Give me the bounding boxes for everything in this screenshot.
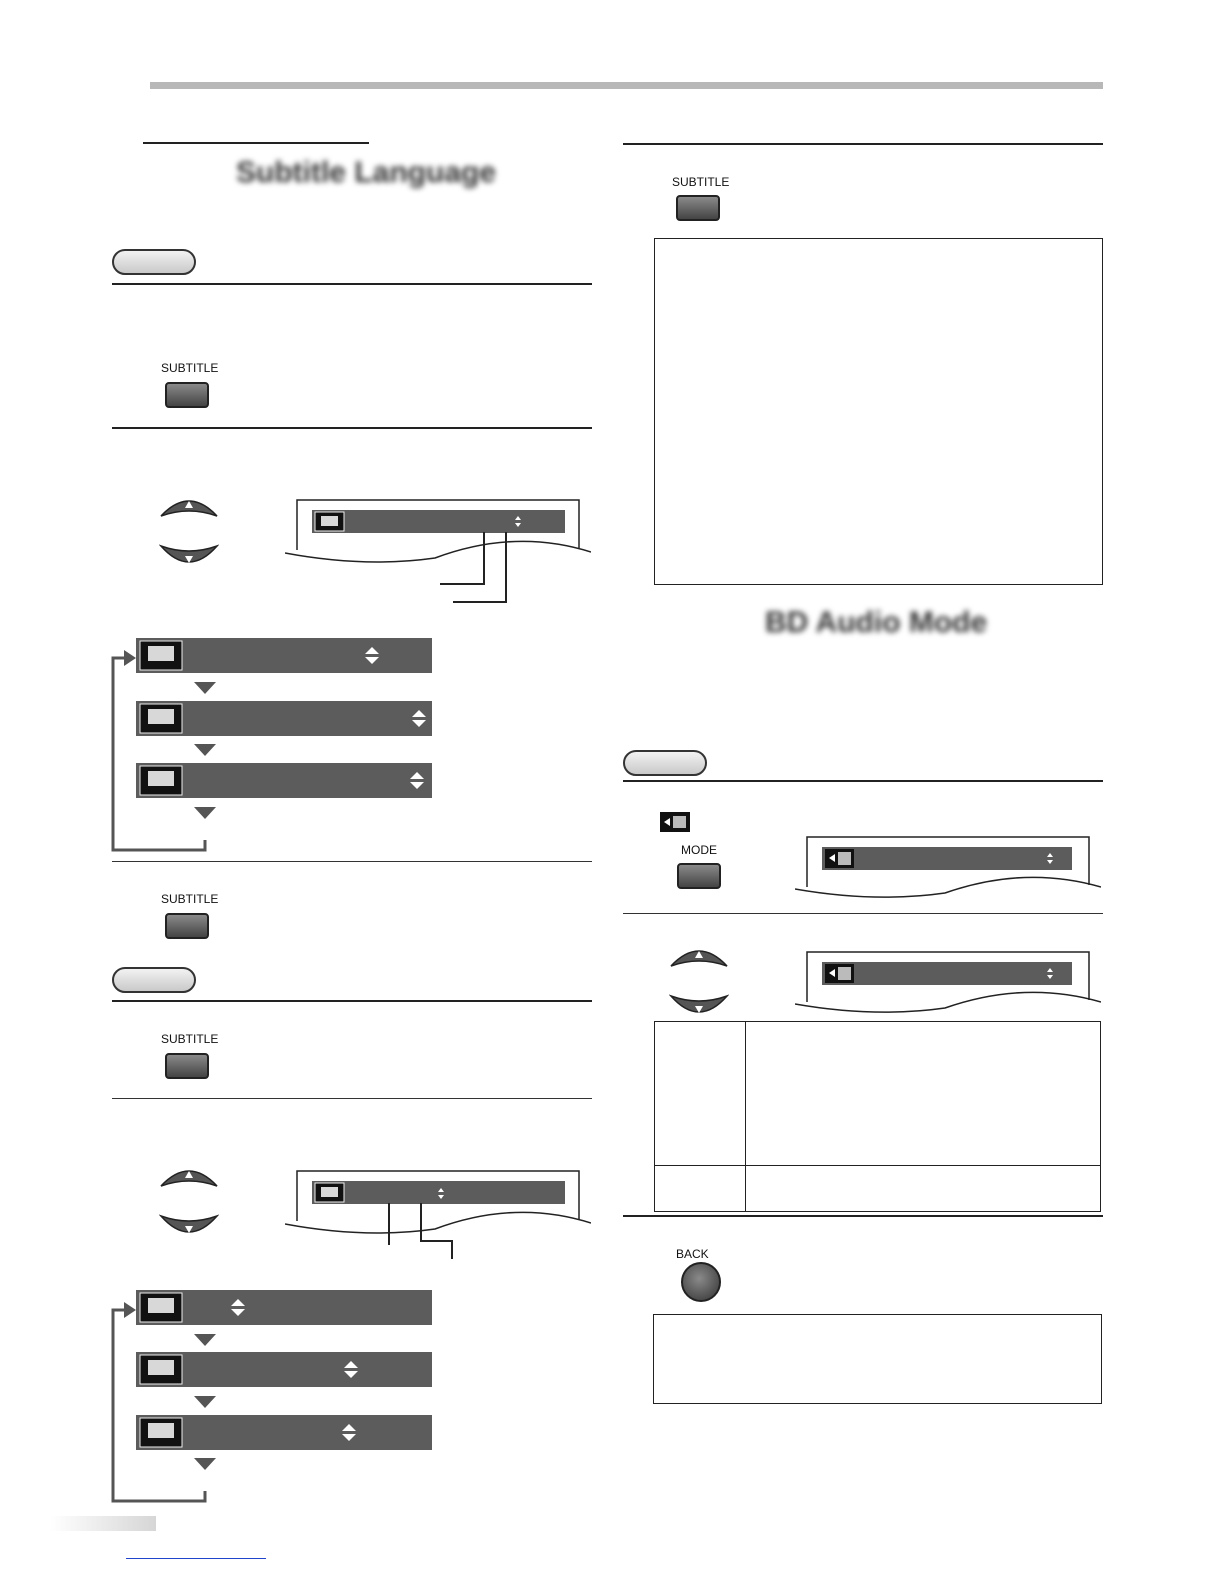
subtitle-button[interactable] [165,1053,209,1079]
step-rule [112,283,592,285]
back-button[interactable] [681,1262,721,1302]
disc-type-badge [623,750,707,776]
subtitle-button-label: SUBTITLE [161,1032,219,1046]
section-title-bd-audio-mode: BD Audio Mode [765,606,988,639]
back-button-label: BACK [676,1247,709,1261]
subtitle-cycle-list [104,1288,444,1508]
step-rule [112,1000,592,1002]
table-divider [745,1021,746,1212]
title-rule [143,142,369,144]
mode-button-label: MODE [681,843,717,857]
step-rule [623,143,1103,145]
speaker-icon [660,812,690,832]
step-rule [112,861,592,862]
mode-table [654,1021,1101,1212]
up-down-buttons[interactable] [669,944,729,1024]
header-bar [150,82,1103,89]
step-rule [623,780,1103,782]
osd-screen [795,835,1101,905]
note-box [653,1314,1102,1404]
disc-type-badge [112,967,196,993]
osd-screen [795,950,1101,1020]
subtitle-button[interactable] [676,195,720,221]
up-down-buttons[interactable] [159,494,219,574]
up-down-buttons[interactable] [159,1164,219,1244]
subtitle-button[interactable] [165,382,209,408]
note-box [654,238,1103,585]
footer-link-underline [126,1558,266,1559]
step-rule [623,913,1103,914]
osd-screen [285,498,591,608]
disc-type-badge [112,249,196,275]
section-title-subtitle-language: Subtitle Language [236,156,497,189]
step-rule [112,1098,592,1099]
subtitle-button-label: SUBTITLE [672,175,730,189]
mode-button[interactable] [677,863,721,889]
subtitle-button[interactable] [165,913,209,939]
subtitle-button-label: SUBTITLE [161,892,219,906]
table-divider [654,1165,1101,1166]
subtitle-button-label: SUBTITLE [161,361,219,375]
osd-screen [285,1169,591,1264]
step-rule [623,1215,1103,1217]
page-number-tab [50,1516,156,1531]
step-rule [112,427,592,429]
subtitle-cycle-list [104,636,444,856]
